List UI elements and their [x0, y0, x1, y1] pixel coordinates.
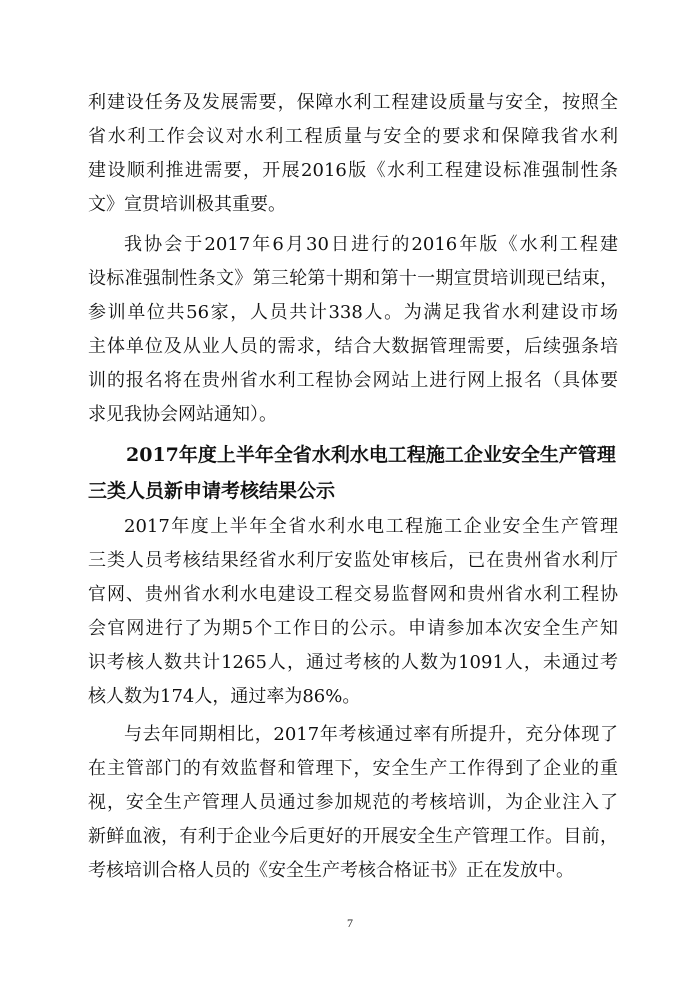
- paragraph-1-line-4: 文》宣贯培训极其重要。: [88, 194, 286, 215]
- paragraph-4-line-3: 视，安全生产管理人员通过参加规范的考核培训，为企业注入了: [88, 792, 618, 813]
- section-heading-line-1: 2017年度上半年全省水利水电工程施工企业安全生产管理: [126, 444, 616, 466]
- paragraph-2-line-3: 参训单位共56家，人员共计338人。为满足我省水利建设市场: [88, 302, 618, 323]
- paragraph-2-line-6: 求见我协会网站通知）。: [88, 404, 277, 425]
- paragraph-2-line-4: 主体单位及从业人员的需求，结合大数据管理需要，后续强条培: [88, 336, 618, 357]
- paragraph-4-line-5: 考核培训合格人员的《安全生产考核合格证书》正在发放中。: [88, 860, 574, 881]
- paragraph-1-line-1: 利建设任务及发展需要，保障水利工程建设质量与安全，按照全: [88, 92, 618, 113]
- paragraph-3-line-5: 识考核人数共计1265人，通过考核的人数为1091人，未通过考: [88, 652, 618, 673]
- paragraph-2-line-2: 设标准强制性条文》第三轮第十期和第十一期宣贯培训现已结束，: [88, 268, 618, 289]
- section-heading-line-2: 三类人员新申请考核结果公示: [88, 480, 336, 502]
- paragraph-1-line-2: 省水利工作会议对水利工程质量与安全的要求和保障我省水利: [88, 126, 618, 147]
- paragraph-3-line-2: 三类人员考核结果经省水利厅安监处审核后，已在贵州省水利厅: [88, 550, 618, 571]
- paragraph-3-line-6: 核人数为174人，通过率为86%。: [88, 686, 361, 707]
- paragraph-2-line-5: 训的报名将在贵州省水利工程协会网站上进行网上报名（具体要: [88, 370, 618, 391]
- paragraph-4-line-1: 与去年同期相比，2017年考核通过率有所提升，充分体现了: [124, 724, 618, 745]
- page-number: 7: [347, 916, 353, 930]
- paragraph-1-line-3: 建设顺利推进需要，开展2016版《水利工程建设标准强制性条: [88, 160, 618, 181]
- paragraph-3-line-1: 2017年度上半年全省水利水电工程施工企业安全生产管理: [124, 516, 618, 537]
- paragraph-4-line-2: 在主管部门的有效监督和管理下，安全生产工作得到了企业的重: [88, 758, 618, 779]
- paragraph-3-line-4: 会官网进行了为期5个工作日的公示。申请参加本次安全生产知: [88, 618, 618, 639]
- paragraph-4-line-4: 新鲜血液，有利于企业今后更好的开展安全生产管理工作。目前，: [88, 826, 618, 847]
- paragraph-2-line-1: 我协会于2017年6月30日进行的2016年版《水利工程建: [124, 234, 618, 255]
- paragraph-3-line-3: 官网、贵州省水利水电建设工程交易监督网和贵州省水利工程协: [88, 584, 618, 605]
